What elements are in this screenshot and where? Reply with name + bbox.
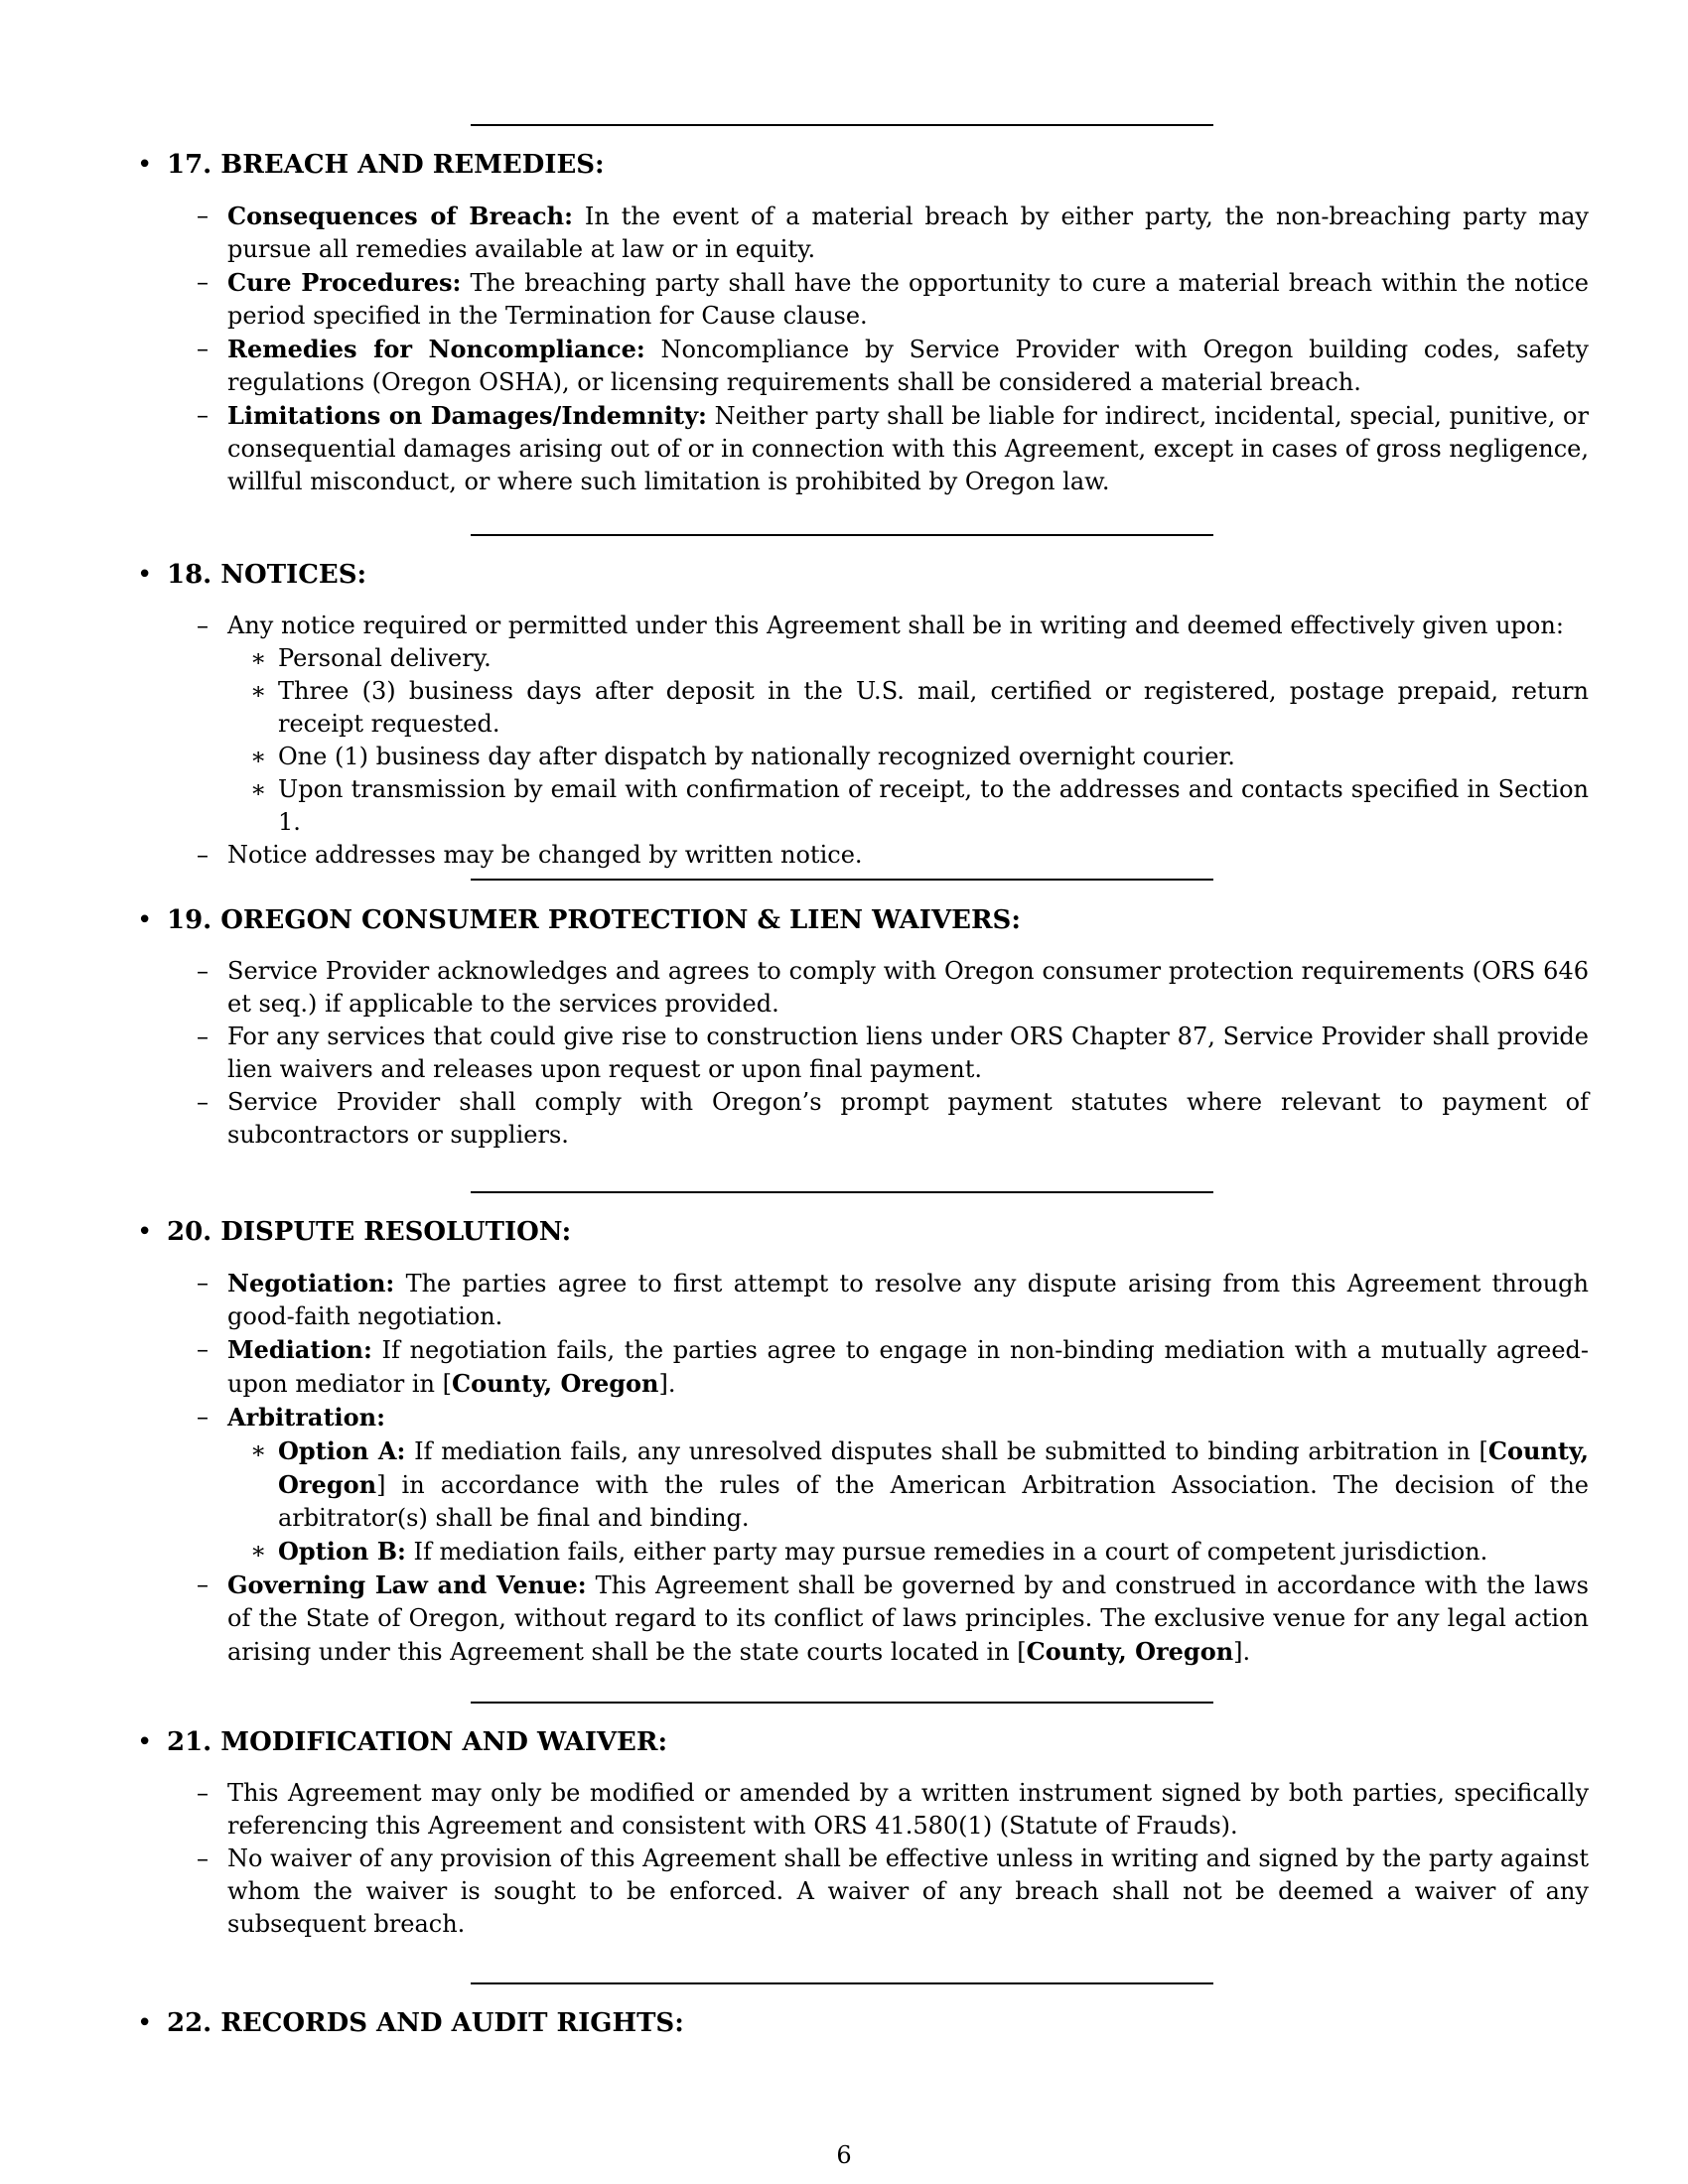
list-item: – Consequences of Breach: In the event of a material breach by either party, the non-breaching party may pursue all remedies available at law or in equity.	[197, 202, 1589, 263]
sub-list-item: ∗ One (1) business day after dispatch by nationally recognized overnight courier.	[250, 743, 1235, 770]
section-21-list	[195, 1777, 1589, 1941]
list-item: – Negotiation: The parties agree to first attempt to resolve any dispute arising from this Agreement through good-faith negotiation.	[197, 1269, 1589, 1330]
section-17-heading: • 17. BREACH AND REMEDIES:	[137, 150, 605, 180]
sub-list-item: ∗ Upon transmission by email with confirmation of receipt, to the addresses and contacts specified in Section 1.	[250, 775, 1589, 836]
list-item: – Mediation: If negotiation fails, the parties agree to engage in non-binding mediation with a mutually agreed-upon mediator in [County, Oregon].	[197, 1335, 1589, 1398]
list-item: – Any notice required or permitted under this Agreement shall be in writing and deemed effectively given upon:	[197, 612, 1564, 639]
list-item: – No waiver of any provision of this Agreement shall be effective unless in writing and signed by the party against whom the waiver is sought to be enforced. A waiver of any breach shall not be deemed a waiver of any subsequent breach.	[197, 1844, 1589, 1938]
list-item: – Service Provider acknowledges and agrees to comply with Oregon consumer protection requirements (ORS 646 et seq.) if applicable to the services provided.	[197, 957, 1589, 1018]
sub-list-item: ∗ Option B: If mediation fails, either party may pursue remedies in a court of competent jurisdiction.	[250, 1537, 1488, 1566]
section-19-heading: • 19. OREGON CONSUMER PROTECTION & LIEN WAIVERS:	[137, 905, 1021, 935]
section-divider	[471, 879, 1213, 881]
sub-list-item: ∗ Three (3) business days after deposit in the U.S. mail, certified or registered, postage prepaid, return receipt requested.	[250, 677, 1589, 738]
list-item: – For any services that could give rise to construction liens under ORS Chapter 87, Service Provider shall provide lien waivers and releases upon request or upon final payment.	[197, 1023, 1589, 1083]
sub-list-item: ∗ Personal delivery.	[250, 644, 492, 672]
section-18-heading: • 18. NOTICES:	[137, 560, 367, 590]
list-item: – Governing Law and Venue: This Agreement shall be governed by and construed in accordance with the laws of the State of Oregon, without regard to its conflict of laws principles. The exclusive venue for any legal action arising under this Agreement shall be the state courts located in [County, Oregon].	[197, 1570, 1589, 1666]
section-22-heading: • 22. RECORDS AND AUDIT RIGHTS:	[137, 2008, 684, 2038]
section-18-list	[195, 610, 1589, 872]
sub-list-item: ∗ Option A: If mediation fails, any unresolved disputes shall be submitted to binding arbitration in [County, Oregon] in accordance with the rules of the American Arbitration Association. The decision of the arbitrator(s) shall be final and binding.	[250, 1436, 1589, 1532]
list-item: – Arbitration:	[197, 1403, 385, 1432]
section-17-list	[195, 200, 1589, 498]
page-number: 6	[836, 2141, 852, 2169]
section-20-list	[195, 1267, 1589, 1669]
section-20-heading: • 20. DISPUTE RESOLUTION:	[137, 1217, 572, 1247]
list-item: – Notice addresses may be changed by written notice.	[197, 841, 863, 869]
list-item: – This Agreement may only be modified or amended by a written instrument signed by both parties, specifically referencing this Agreement and consistent with ORS 41.580(1) (Statute of Frauds).	[197, 1779, 1589, 1840]
section-divider	[471, 1982, 1213, 1984]
list-item: – Remedies for Noncompliance: Noncompliance by Service Provider with Oregon building codes, safety regulations (Oregon OSHA), or licensing requirements shall be considered a material breach.	[197, 335, 1589, 396]
section-21-heading: • 21. MODIFICATION AND WAIVER:	[137, 1727, 668, 1757]
section-divider	[471, 1191, 1213, 1193]
list-item: – Limitations on Damages/Indemnity: Neither party shall be liable for indirect, incidental, special, punitive, or consequential damages arising out of or in connection with this Agreement, except in cases of gross negligence, willful misconduct, or where such limitation is prohibited by Oregon law.	[197, 401, 1589, 495]
list-item: – Service Provider shall comply with Oregon’s prompt payment statutes where relevant to payment of subcontractors or suppliers.	[197, 1088, 1589, 1149]
list-item: – Cure Procedures: The breaching party shall have the opportunity to cure a material breach within the notice period specified in the Termination for Cause clause.	[197, 268, 1589, 330]
section-divider	[471, 124, 1213, 126]
section-19-list	[195, 955, 1589, 1152]
section-divider	[471, 534, 1213, 536]
section-divider	[471, 1702, 1213, 1704]
